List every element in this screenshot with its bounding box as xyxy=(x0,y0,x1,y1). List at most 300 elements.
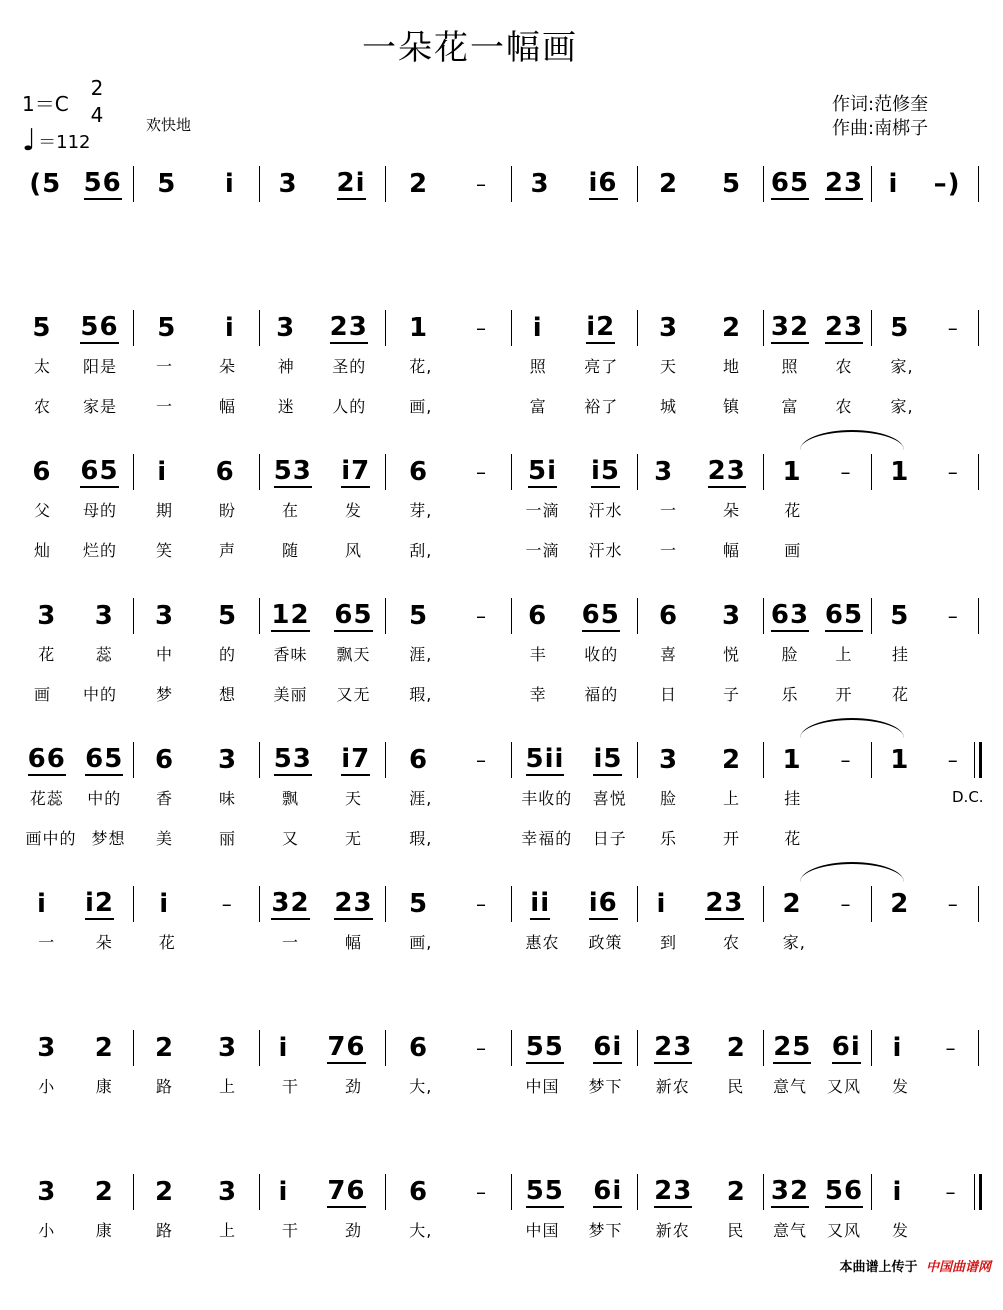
lyric-syllable xyxy=(948,930,954,949)
lyric-syllable: 的 xyxy=(218,645,236,664)
note-group: 2 xyxy=(782,889,802,919)
measure xyxy=(385,594,511,734)
note-group: i6 xyxy=(588,168,618,198)
lyric-syllable: 瑕, xyxy=(409,685,433,704)
barline xyxy=(511,1174,512,1210)
measure xyxy=(18,594,133,734)
lyric-syllable: 小 xyxy=(38,1077,56,1096)
lyric-syllable xyxy=(951,1074,957,1097)
da-capo-marking: D.C. xyxy=(952,788,984,806)
note-group: 2 xyxy=(94,1177,114,1207)
measure-notes xyxy=(385,882,511,926)
lyric-syllable: 富 xyxy=(781,397,799,416)
lyric-verse-2 xyxy=(133,394,259,417)
measure-notes xyxy=(511,594,637,638)
lyric-syllable: 一 xyxy=(155,397,173,416)
measure-notes xyxy=(18,306,133,350)
lyric-syllable: 家, xyxy=(782,933,806,952)
measure-notes xyxy=(763,1170,871,1214)
measure-notes xyxy=(511,162,637,206)
lyric-syllable: 美 xyxy=(155,829,173,848)
lyric-syllable: 画 xyxy=(33,685,51,704)
measure-notes xyxy=(259,738,385,782)
sustain-dash: – xyxy=(476,1036,488,1060)
measure xyxy=(259,1170,385,1310)
measure-notes xyxy=(385,1026,511,1070)
measure xyxy=(385,1170,511,1310)
lyric-syllable xyxy=(844,538,850,561)
note-group: 65 xyxy=(581,600,620,630)
lyric-verse-1 xyxy=(259,786,385,809)
measure-notes xyxy=(763,306,871,350)
measure-notes xyxy=(637,1170,763,1214)
lyric-syllable: 又风 xyxy=(826,1221,861,1240)
lyric-syllable: 声 xyxy=(218,541,236,560)
lyric-syllable: 照 xyxy=(781,357,799,376)
lyric-verse-2 xyxy=(637,682,763,705)
lyric-syllable: 父 xyxy=(33,501,51,520)
barline xyxy=(978,310,979,346)
note-group: 2 xyxy=(408,169,429,199)
lyric-syllable: 裕了 xyxy=(584,397,619,416)
measure xyxy=(511,1026,637,1166)
lyric-syllable: 日子 xyxy=(592,829,627,848)
lyric-syllable: 路 xyxy=(155,1221,173,1240)
lyric-verse-1 xyxy=(871,498,978,517)
lyric-verse-2 xyxy=(385,394,511,417)
lyric-syllable: 日 xyxy=(659,685,677,704)
note-group: 12 xyxy=(271,600,310,630)
lyric-syllable: 神 xyxy=(277,357,295,376)
barline xyxy=(871,742,872,778)
measure-notes xyxy=(18,594,133,638)
barline xyxy=(763,454,764,490)
lyric-verse-1 xyxy=(18,1218,133,1241)
measure-notes xyxy=(259,594,385,638)
note-group: 6i xyxy=(593,1032,623,1062)
barline xyxy=(637,310,638,346)
measure xyxy=(133,594,259,734)
upload-note: 本曲谱上传于 xyxy=(839,1260,918,1275)
measure-notes xyxy=(385,594,511,638)
measure-notes xyxy=(763,882,871,926)
measure-notes xyxy=(637,450,763,494)
lyric-syllable: 梦下 xyxy=(588,1077,623,1096)
lyric-verse-2 xyxy=(259,538,385,561)
measure xyxy=(18,1170,133,1310)
lyric-verse-2 xyxy=(511,538,637,561)
barline xyxy=(978,454,979,490)
lyric-syllable: 幅 xyxy=(722,541,740,560)
note-group: 3 xyxy=(658,313,679,343)
lyric-verse-2 xyxy=(511,682,637,705)
barline xyxy=(133,886,134,922)
lyric-syllable: 香味 xyxy=(273,645,308,664)
site-logo: 中国曲谱网 xyxy=(925,1260,991,1275)
lyric-verse-2 xyxy=(637,826,763,849)
lyric-verse-2 xyxy=(871,538,978,557)
barline xyxy=(511,1030,512,1066)
lyric-syllable: 农 xyxy=(835,357,853,376)
measure xyxy=(133,306,259,446)
measure-notes xyxy=(259,306,385,350)
lyric-syllable: 美丽 xyxy=(273,685,308,704)
lyric-verse-1 xyxy=(511,642,637,665)
measure-notes xyxy=(259,1026,385,1070)
lyric-syllable: 脸 xyxy=(781,645,799,664)
note-group: 1 xyxy=(782,745,802,775)
note-group: 5 xyxy=(217,601,238,631)
barline xyxy=(511,310,512,346)
lyric-syllable xyxy=(951,682,957,705)
note-group: 2i xyxy=(336,168,366,198)
measure-notes xyxy=(871,306,978,350)
lyric-syllable: 意气 xyxy=(772,1221,807,1240)
note-group: 56 xyxy=(80,312,119,342)
note-group: 6 xyxy=(528,601,548,631)
measure-notes xyxy=(763,162,871,206)
barline xyxy=(978,598,979,634)
lyric-syllable: 劲 xyxy=(344,1077,362,1096)
barline xyxy=(385,1030,386,1066)
lyric-syllable: 民 xyxy=(727,1221,745,1240)
lyric-verse-1 xyxy=(385,1074,511,1097)
lyric-syllable: 花 xyxy=(784,501,802,520)
lyric-verse-2 xyxy=(871,394,978,417)
note-group: 32 xyxy=(271,888,310,918)
measure xyxy=(18,738,133,878)
lyric-syllable: 笑 xyxy=(155,541,173,560)
measure-notes xyxy=(133,882,259,926)
measure xyxy=(133,162,259,302)
lyric-verse-2 xyxy=(637,394,763,417)
note-group: 1 xyxy=(890,745,910,775)
note-group: (5 xyxy=(29,169,62,199)
lyric-verse-1 xyxy=(18,354,133,377)
measure xyxy=(385,738,511,878)
note-group: 3 xyxy=(37,1033,57,1063)
measure xyxy=(763,1170,871,1310)
lyric-syllable: 又 xyxy=(281,829,299,848)
barline xyxy=(259,310,260,346)
measure-notes xyxy=(871,738,978,782)
lyric-syllable: 家, xyxy=(890,397,914,416)
note-group: i xyxy=(532,313,543,343)
note-group: 5 xyxy=(890,313,910,343)
lyric-syllable: 飘 xyxy=(281,789,299,808)
lyric-verse-1 xyxy=(385,786,511,809)
note-group: 5 xyxy=(408,601,429,631)
lyric-syllable xyxy=(481,682,487,705)
staff-row xyxy=(0,1026,1003,1166)
lyric-syllable xyxy=(844,826,850,849)
lyric-verse-2 xyxy=(385,682,511,705)
note-group: 76 xyxy=(327,1176,366,1206)
measure-notes xyxy=(385,1170,511,1214)
note-group: 5 xyxy=(32,313,52,343)
measure xyxy=(511,882,637,1022)
barline xyxy=(978,166,979,202)
lyric-verse-1 xyxy=(763,642,871,665)
note-group: 6i xyxy=(593,1176,623,1206)
lyric-verse-1 xyxy=(259,354,385,377)
measure xyxy=(763,594,871,734)
measure xyxy=(18,306,133,446)
measure-notes xyxy=(18,450,133,494)
quarter-note-icon: ♩ xyxy=(22,123,37,158)
lyric-verse-1 xyxy=(133,1074,259,1097)
lyric-syllable: 幅 xyxy=(218,397,236,416)
lyric-syllable: 瑕, xyxy=(409,829,433,848)
measure xyxy=(871,882,978,1022)
measure xyxy=(511,306,637,446)
measure xyxy=(511,738,637,878)
measure xyxy=(133,738,259,878)
note-group: 1 xyxy=(890,457,910,487)
note-group: i xyxy=(159,889,170,919)
note-group: 65 xyxy=(824,600,864,630)
lyric-verse-1 xyxy=(511,1074,637,1097)
lyric-syllable xyxy=(481,642,487,665)
note-group: 76 xyxy=(327,1032,366,1062)
measure xyxy=(763,738,871,878)
note-group: i2 xyxy=(84,888,114,918)
lyric-syllable: 镇 xyxy=(722,397,740,416)
lyric-syllable: 飘天 xyxy=(336,645,371,664)
lyric-syllable: 地 xyxy=(722,357,740,376)
lyric-syllable: 花, xyxy=(409,357,433,376)
barline xyxy=(133,166,134,202)
measure-notes xyxy=(385,306,511,350)
lyric-syllable: 上 xyxy=(218,1221,236,1240)
note-group: 25 xyxy=(773,1032,812,1062)
lyric-syllable: 花 xyxy=(891,685,909,704)
measure xyxy=(871,1170,978,1310)
measure xyxy=(637,594,763,734)
lyric-syllable: 芽, xyxy=(409,501,433,520)
lyric-syllable: 路 xyxy=(155,1077,173,1096)
lyric-syllable: 想 xyxy=(218,685,236,704)
note-group: 6 xyxy=(215,457,235,487)
lyric-verse-1 xyxy=(637,354,763,377)
lyric-syllable: 朵 xyxy=(95,933,113,952)
measure xyxy=(637,882,763,1022)
measure-notes xyxy=(637,306,763,350)
note-group: 5 xyxy=(721,169,742,199)
note-group: i xyxy=(224,313,235,343)
measure-notes xyxy=(763,594,871,638)
lyric-verse-2 xyxy=(385,538,511,561)
barline xyxy=(978,886,979,922)
lyric-syllable: 迷 xyxy=(277,397,295,416)
note-group: i5 xyxy=(590,456,620,486)
lyric-syllable: 画, xyxy=(409,397,433,416)
note-group: i6 xyxy=(588,888,618,918)
lyric-syllable: 农 xyxy=(33,397,51,416)
note-group: i xyxy=(278,1033,289,1063)
lyric-verse-1 xyxy=(871,930,978,949)
measure-notes xyxy=(133,594,259,638)
lyric-verse-1 xyxy=(871,1218,978,1241)
note-group: i xyxy=(37,889,47,919)
lyric-syllable: 一 xyxy=(38,933,56,952)
lyric-syllable: 中国 xyxy=(525,1221,560,1240)
lyric-verse-1 xyxy=(259,930,385,953)
lyric-verse-2 xyxy=(763,826,871,849)
lyric-syllable: 一 xyxy=(155,357,173,376)
lyric-syllable: 梦 xyxy=(155,685,173,704)
note-group: 65 xyxy=(85,744,124,774)
note-group: 65 xyxy=(80,456,119,486)
lyric-verse-1 xyxy=(637,1074,763,1097)
note-group: 3 xyxy=(654,457,674,487)
sustain-dash: – xyxy=(947,316,959,340)
measure xyxy=(259,882,385,1022)
lyric-syllable: 涯, xyxy=(409,645,433,664)
measure-notes xyxy=(511,1170,637,1214)
lyric-verse-1 xyxy=(259,642,385,665)
note-group: 6 xyxy=(408,745,429,775)
note-group: 2 xyxy=(154,1033,175,1063)
measure xyxy=(763,882,871,1022)
lyric-syllable: 丰 xyxy=(529,645,547,664)
note-group: 65 xyxy=(334,600,373,630)
note-group: 2 xyxy=(726,1177,746,1207)
lyric-syllable: 新农 xyxy=(655,1221,690,1240)
note-group: 5 xyxy=(157,313,177,343)
lyric-syllable: 乐 xyxy=(659,829,677,848)
measure xyxy=(637,1026,763,1166)
lyric-syllable: 花 xyxy=(38,645,56,664)
lyric-verse-1 xyxy=(637,1218,763,1241)
lyric-verse-1 xyxy=(763,498,871,521)
note-group: 5 xyxy=(408,889,429,919)
lyric-syllable: 喜 xyxy=(659,645,677,664)
lyric-syllable: 一 xyxy=(659,541,677,560)
lyric-syllable: 烂的 xyxy=(82,541,117,560)
barline xyxy=(133,1174,134,1210)
lyric-syllable: 花蕊 xyxy=(29,789,64,808)
note-group: i7 xyxy=(341,744,371,774)
measure-notes xyxy=(871,1026,978,1070)
note-group: i xyxy=(224,169,235,199)
barline xyxy=(259,166,260,202)
barline xyxy=(637,886,638,922)
barline xyxy=(511,166,512,202)
lyric-verse-2 xyxy=(18,682,133,705)
note-group: 66 xyxy=(27,744,66,774)
measure xyxy=(259,594,385,734)
lyric-syllable: 圣的 xyxy=(332,357,367,376)
footer xyxy=(839,1256,991,1275)
lyric-verse-1 xyxy=(18,1074,133,1097)
barline xyxy=(763,310,764,346)
note-group: 65 xyxy=(770,168,810,198)
note-group: ii xyxy=(530,888,551,918)
lyric-syllable: 又风 xyxy=(826,1077,861,1096)
lyric-verse-1 xyxy=(385,642,511,665)
lyric-syllable: 灿 xyxy=(33,541,51,560)
lyric-verse-1 xyxy=(18,930,133,953)
measure xyxy=(511,162,637,302)
lyric-syllable: 照 xyxy=(529,357,547,376)
note-group: 56 xyxy=(83,168,122,198)
staff-row xyxy=(0,738,1003,878)
sustain-dash: – xyxy=(476,892,488,916)
measure-notes xyxy=(637,882,763,926)
lyric-syllable: 喜悦 xyxy=(592,789,627,808)
lyric-syllable: 中国 xyxy=(525,1077,560,1096)
lyric-syllable: 小 xyxy=(38,1221,56,1240)
barline xyxy=(637,454,638,490)
staff-row xyxy=(0,594,1003,734)
staff-row xyxy=(0,162,1003,302)
lyric-verse-2 xyxy=(259,682,385,705)
note-group: 23 xyxy=(654,1032,693,1062)
lyric-syllable: 汗水 xyxy=(588,501,623,520)
lyric-verse-1 xyxy=(259,1218,385,1241)
note-group: 23 xyxy=(824,168,864,198)
lyric-syllable: 阳是 xyxy=(82,357,117,376)
lyric-verse-1 xyxy=(871,354,978,377)
lyric-syllable: 随 xyxy=(281,541,299,560)
lyric-syllable: 人的 xyxy=(332,397,367,416)
measure-notes xyxy=(511,738,637,782)
tempo-marking xyxy=(22,123,91,158)
lyric-verse-2 xyxy=(763,538,871,561)
barline xyxy=(385,598,386,634)
final-barline xyxy=(974,1174,982,1210)
staff-row xyxy=(0,882,1003,1022)
note-group: 6 xyxy=(32,457,52,487)
lyric-syllable: 民 xyxy=(727,1077,745,1096)
barline xyxy=(511,454,512,490)
barline xyxy=(259,454,260,490)
lyric-verse-1 xyxy=(18,498,133,521)
barline xyxy=(385,454,386,490)
note-group: 32 xyxy=(770,1176,810,1206)
barline xyxy=(637,742,638,778)
sustain-dash: – xyxy=(947,748,959,772)
lyric-syllable: 挂 xyxy=(784,789,802,808)
lyric-syllable: 家, xyxy=(890,357,914,376)
note-group: 5ii xyxy=(525,744,565,774)
lyric-verse-1 xyxy=(385,354,511,377)
lyric-verse-2 xyxy=(871,826,978,845)
lyric-syllable xyxy=(481,1218,487,1241)
note-group: 3 xyxy=(217,745,238,775)
measure xyxy=(763,306,871,446)
lyric-syllable: 发 xyxy=(344,501,362,520)
lyric-verse-1 xyxy=(871,642,978,665)
measure xyxy=(871,306,978,446)
lyric-verse-2 xyxy=(871,682,978,705)
note-group: 5i xyxy=(527,456,557,486)
measure xyxy=(637,162,763,302)
measure-notes xyxy=(511,450,637,494)
measure xyxy=(871,738,978,878)
measure xyxy=(133,450,259,590)
lyric-syllable: 母的 xyxy=(82,501,117,520)
lyric-syllable: 悦 xyxy=(722,645,740,664)
note-group: 2 xyxy=(94,1033,114,1063)
lyric-syllable xyxy=(895,538,901,557)
note-group: i7 xyxy=(341,456,371,486)
lyric-syllable: 劲 xyxy=(344,1221,362,1240)
barline xyxy=(871,1174,872,1210)
sustain-dash: – xyxy=(476,172,488,196)
sustain-dash: – xyxy=(476,604,488,628)
